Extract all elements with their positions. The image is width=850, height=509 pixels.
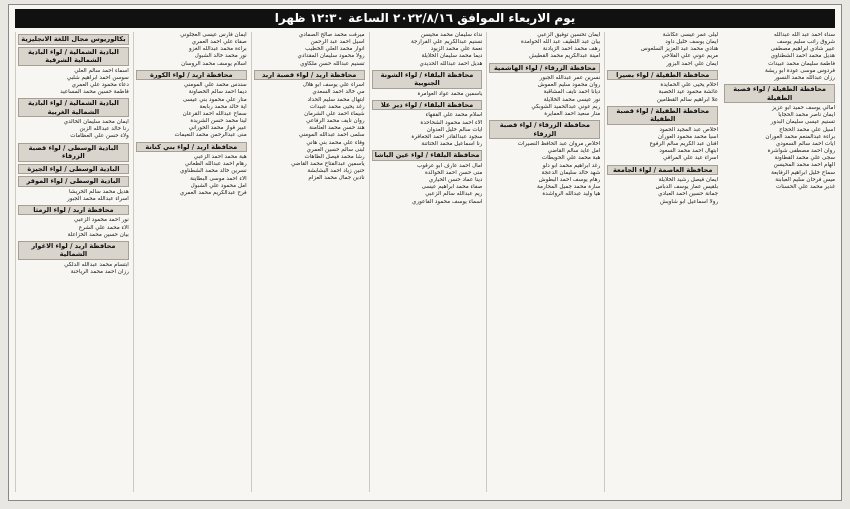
candidate-name: نعمة علي محمد الزيود — [430, 46, 483, 53]
region-heading: البادية الوسطى / لواء قصبة الزرقاء — [18, 143, 129, 162]
candidate-name: رزان احمد محمد الرياحنة — [70, 269, 129, 276]
candidate-name: ايمان محمد سليمان الخالدي — [63, 119, 129, 126]
candidate-name: سماح عبدالله احمد القرعان — [182, 110, 247, 117]
candidate-name: روان احمد مصطفى شواشرة — [767, 148, 835, 155]
date-banner: يوم الاربعاء الموافق ٢٠٢٢/٨/١٦ الساعة ١٢:٣٠ ظهرا — [15, 9, 835, 28]
candidate-name: فاطمة حسين محمد المساعيد — [60, 88, 129, 95]
candidate-name: الاء محمد علي الشرع — [78, 224, 129, 231]
candidate-name: هديل محمد سالم الخريشا — [69, 188, 129, 195]
candidate-name: ميرفت محمد صالح الصمادي — [298, 32, 365, 38]
candidate-name: رشا محمد فيصل الطاهات — [304, 153, 365, 160]
candidate-name: ابتهال احمد محمد السعود — [659, 148, 719, 155]
candidate-name: نور احمد محمود الزعبي — [73, 217, 129, 224]
candidate-name: رزان عبدالله محمد النسور — [774, 74, 835, 81]
candidate-name: رهف محمد احمد الزيادنة — [542, 46, 601, 53]
candidate-name: نسرين عمر عبدالله الجبور — [539, 75, 601, 82]
candidate-name: سارة محمد جميل المحارمة — [537, 184, 601, 190]
region-heading: محافظة العاصمة / لواء الجامعة — [607, 165, 718, 176]
candidate-name: سندس محمد علي المومني — [183, 82, 247, 89]
candidate-name: علا ابراهيم سالم القطامين — [656, 96, 719, 103]
candidate-name: ايات سالم خليل العدوان — [426, 126, 483, 133]
candidate-name: رنا اسماعيل محمد الختاتنة — [421, 141, 483, 148]
candidate-name: حنين زياد احمد البشابشة — [307, 168, 365, 175]
candidate-name: ديما احمد سالم الخصاونة — [188, 89, 247, 96]
candidate-name: بلقيس عمار يوسف الدباس — [655, 184, 719, 191]
column-2 — [133, 32, 247, 492]
column-4 — [369, 32, 483, 492]
region-heading: البادية الوسطى / لواء الجيزة — [18, 164, 129, 175]
region-heading: محافظة اربد / لواء الكورة — [136, 70, 247, 81]
candidate-name: اخلاص مروان عبد الحافظ النصيرات — [517, 141, 601, 148]
candidate-name: اسيل علي محمد الحجاج — [779, 126, 835, 133]
candidate-name: الهام احمد محمد المحيسن — [773, 162, 835, 169]
region-heading: محافظة الزرقاء / لواء قصبة الزرقاء — [489, 120, 600, 139]
candidate-name: وفاء علي محمد بني هاني — [306, 139, 365, 146]
candidate-name: اخلاص عبد المجيد الحمود — [659, 126, 719, 133]
candidate-name: هبة محمد احمد الزعبي — [193, 154, 247, 161]
candidate-name: اسراء عيد علي المرافي — [663, 155, 719, 162]
candidate-name: مي خالد احمد السعدي — [312, 89, 365, 96]
candidate-name: عائشة محمود عيد الخصبة — [658, 89, 719, 96]
candidate-name: ايات احمد سالم السعودي — [775, 140, 835, 147]
candidate-name: ميس فرحان سليم العبابنة — [775, 176, 835, 183]
candidate-name: تسنيم عبدالكريم علي الفرارجة — [411, 39, 483, 46]
candidate-name: ياسمين عبدالفتاح محمد القاضي — [291, 161, 365, 167]
candidate-name: ولاء حسن علي العظامات — [70, 133, 129, 140]
column-5 — [486, 32, 600, 492]
candidate-name: امل محمود علي الشبول — [190, 182, 247, 189]
candidate-name: تسنيم عبدالله حسن ملكاوي — [300, 60, 365, 67]
candidate-name: فاطمة سليمان محمد عبيدات — [768, 60, 835, 67]
region-heading: محافظة اربد / لواء قصبة اربد — [254, 70, 365, 81]
candidate-name: منى عبدالرحمن محمد النعيمات — [174, 132, 247, 139]
candidate-name: روان نايف محمد الرفاعي — [306, 118, 365, 125]
candidate-name: دينا عماد حسن الحياري — [428, 177, 483, 184]
candidate-name: ايمان تحسين توفيق الزعبي — [537, 32, 601, 38]
candidate-name: ابتهال محمد سليم الحداد — [307, 96, 365, 103]
column-3 — [251, 32, 365, 492]
candidate-name: ريم عوني عبدالحميد الشوبكي — [531, 103, 601, 110]
candidate-name: تسنيم عيسى سليمان البدور — [770, 119, 835, 126]
candidate-name: رولا محمود سليمان المقدادي — [297, 53, 365, 60]
region-heading: محافظة اربد / لواء الاغوار الشمالية — [18, 241, 129, 260]
region-heading: محافظة البلقاء / لواء الشونة الجنوبية — [372, 70, 483, 89]
candidate-name: اسراء عبدالله محمد الجبور — [67, 195, 129, 202]
candidate-name: نور محمد خالد الشبول — [194, 53, 247, 60]
region-heading: البادية الشمالية / لواء البادية الشمالية الشرقية — [18, 47, 129, 66]
region-heading: محافظة اربد / لواء بني كنانة — [136, 142, 247, 153]
candidate-name: امينة عبدالكريم محمد القطيش — [529, 53, 601, 60]
candidate-name: ليلى عمر عيسى عكاشة — [662, 32, 719, 38]
region-heading: محافظة الطفيلة / لواء قصبة الطفيلة — [607, 106, 718, 125]
candidate-name: شيماء احمد علي الشرمان — [304, 110, 365, 117]
region-heading: البادية الوسطى / لواء الموقر — [18, 176, 129, 187]
candidate-name: الاء احمد موسى البطاينة — [190, 175, 247, 182]
candidate-name: لبنى سالم حسين العمري — [306, 146, 365, 153]
candidate-name: براءة عبدالمنعم محمد العوران — [765, 133, 835, 140]
region-heading: بكالوريوس مجال اللغة الانجليزية — [18, 34, 129, 45]
candidate-name: رولا اسماعيل ابو شاويش — [660, 198, 719, 205]
candidate-name: اسيل احمد عبد الرحمن — [310, 39, 365, 46]
candidate-name: نسرين خالد محمد الشطناوي — [180, 168, 247, 175]
candidate-name: ياسمين محمد عواد العوامرة — [417, 90, 483, 97]
candidate-name: صفاء محمد ابراهيم عيسى — [421, 184, 483, 191]
region-heading: محافظة الطفيلة / لواء بصيرا — [607, 70, 718, 81]
candidate-name: بيان عبد اللطيف عبد الله الحوامدة — [520, 39, 601, 46]
candidate-name: نداء سليمان محمد محيسن — [420, 32, 483, 38]
candidate-name: مريم عوني علي الفلاحي — [661, 53, 719, 60]
candidate-name: ريم عبدالله سالم الزعبي — [425, 191, 483, 198]
candidate-name: سوسن احمد ابراهيم شلبي — [66, 74, 129, 81]
candidate-name: الاء احمد محمود الشحاحدة — [420, 119, 483, 126]
candidate-name: هبة محمد علي الحويطات — [541, 155, 601, 162]
region-heading: محافظة الزرقاء / لواء الهاشمية — [489, 63, 600, 74]
candidate-name: سجى علي محمد القطاونة — [774, 155, 835, 162]
candidate-name: غدير محمد علي الحسنات — [776, 183, 835, 190]
candidate-name: اسماء يوسف محمود الفاعوري — [412, 198, 483, 205]
candidate-name: رهام احمد عبدالله الطعاني — [184, 161, 247, 168]
candidate-name: هنادي محمد عبد العزيز السلعوس — [640, 46, 719, 53]
candidate-name: بيان حسين محمد الخزاعلة — [67, 231, 129, 238]
candidate-name: هديل احمد عبدالله الحديدي — [419, 60, 483, 67]
candidate-name: ايمان ناصر محمد الحجايا — [778, 112, 835, 119]
candidate-name: ديما محمد سليمان الخلايلة — [421, 53, 483, 60]
newspaper-page — [8, 4, 842, 501]
candidate-name: فرح عبدالكريم محمد العمري — [179, 189, 247, 196]
candidate-name: سماح خليل ابراهيم الرفايعة — [771, 169, 835, 176]
column-6 — [604, 32, 718, 492]
name-columns — [15, 32, 835, 492]
region-heading: محافظة اربد / لواء الرمثا — [18, 205, 129, 216]
region-heading: محافظة البلقاء / لواء عين الباشا — [372, 150, 483, 161]
region-heading: البادية الشمالية / لواء البادية الشمالية الغربية — [18, 98, 129, 117]
column-7 — [722, 32, 835, 492]
column-1 — [15, 32, 129, 492]
candidate-name: ايمان فيصل رشيد الخلايلة — [658, 177, 719, 184]
region-heading: محافظة البلقاء / لواء دير علا — [372, 100, 483, 111]
candidate-name: احلام يحيى علي الحمايدة — [660, 82, 719, 89]
candidate-name: شهد خالد سليمان الدعجة — [541, 169, 601, 176]
candidate-name: هيا وليد عبدالله الرواشدة — [542, 191, 601, 198]
candidate-name: منار سعيد احمد العمايرة — [544, 110, 601, 117]
candidate-name: لينا محمد حسن الشريدة — [190, 118, 247, 125]
candidate-name: ديانا احمد نايف المشاقبة — [543, 89, 601, 96]
candidate-name: هند حسن محمد العثامنة — [309, 125, 365, 132]
candidate-name: عبير فواز محمد الحوراني — [188, 125, 247, 132]
candidate-name: سلمى احمد عبدالله المومني — [298, 132, 365, 139]
candidate-name: براءة محمد عبدالله الغزو — [189, 46, 247, 53]
candidate-name: رنا خالد عبدالله الزبن — [79, 126, 129, 133]
candidate-name: اية خالد محمد ربابعة — [199, 103, 247, 110]
candidate-name: رغد يحيى محمد عبيدات — [309, 103, 365, 110]
candidate-name: سجود عبدالقادر احمد الجعافرة — [411, 133, 483, 140]
candidate-name: اسيا محمد محمود العوران — [657, 133, 719, 140]
candidate-name: نادين جمال محمد العزام — [308, 175, 365, 182]
candidate-name: شروق راتب سليم يوسف — [776, 39, 835, 46]
candidate-name: نور عيسى محمد الخلايلة — [543, 96, 601, 103]
candidate-name: اسماء احمد سالم العلي — [74, 67, 129, 74]
candidate-name: جمانة حسين احمد العبادي — [658, 191, 719, 198]
candidate-name: منار علي محمود بني عيسى — [182, 96, 247, 103]
candidate-name: منى حسن احمد الخوالدة — [424, 169, 483, 176]
candidate-name: ايمان يوسف خليل داود — [665, 39, 719, 46]
candidate-name: اسلام يوسف محمد الروسان — [181, 60, 247, 67]
candidate-name: امل عايد سالم القاضي — [547, 148, 601, 155]
candidate-name: دعاء محمود علي العمري — [71, 81, 129, 88]
candidate-name: عبير شادي ابراهيم مصطفى — [770, 46, 835, 53]
candidate-name: روان محمود سليم العموش — [537, 82, 601, 89]
candidate-name: رغد ابراهيم محمد ابو دلو — [542, 162, 601, 169]
candidate-name: ايمان فارس عيسى العجلوني — [180, 32, 247, 38]
candidate-name: افنان عبد الكريم سالم الرفوع — [649, 141, 719, 148]
candidate-name: امالي يوسف حميد ابو عزيز — [771, 105, 835, 112]
candidate-name: اسراء علي يوسف ابو هلال — [302, 82, 365, 89]
candidate-name: فردوس موسى عودة ابو ريشة — [764, 67, 835, 74]
candidate-name: ايمان علي احمد البزور — [666, 60, 719, 67]
region-heading: محافظة الطفيلة / لواء قصبة الطفيلة — [724, 84, 835, 103]
candidate-name: ابتسام محمد عبدالله الدلكي — [64, 261, 129, 268]
candidate-name: صفاء علي احمد العمري — [191, 39, 247, 46]
candidate-name: انوار محمد العلي الخطيب — [305, 46, 365, 53]
candidate-name: امال احمد عارف ابو عرقوب — [417, 162, 483, 169]
candidate-name: اسلام محمد علي الفقهاء — [425, 112, 483, 119]
candidate-name: سناء احمد عبد الله عبدالله — [773, 32, 835, 38]
candidate-name: هديل محمد احمد الشطناوي — [770, 53, 835, 60]
candidate-name: رهام يوسف احمد البطوش — [538, 176, 601, 183]
